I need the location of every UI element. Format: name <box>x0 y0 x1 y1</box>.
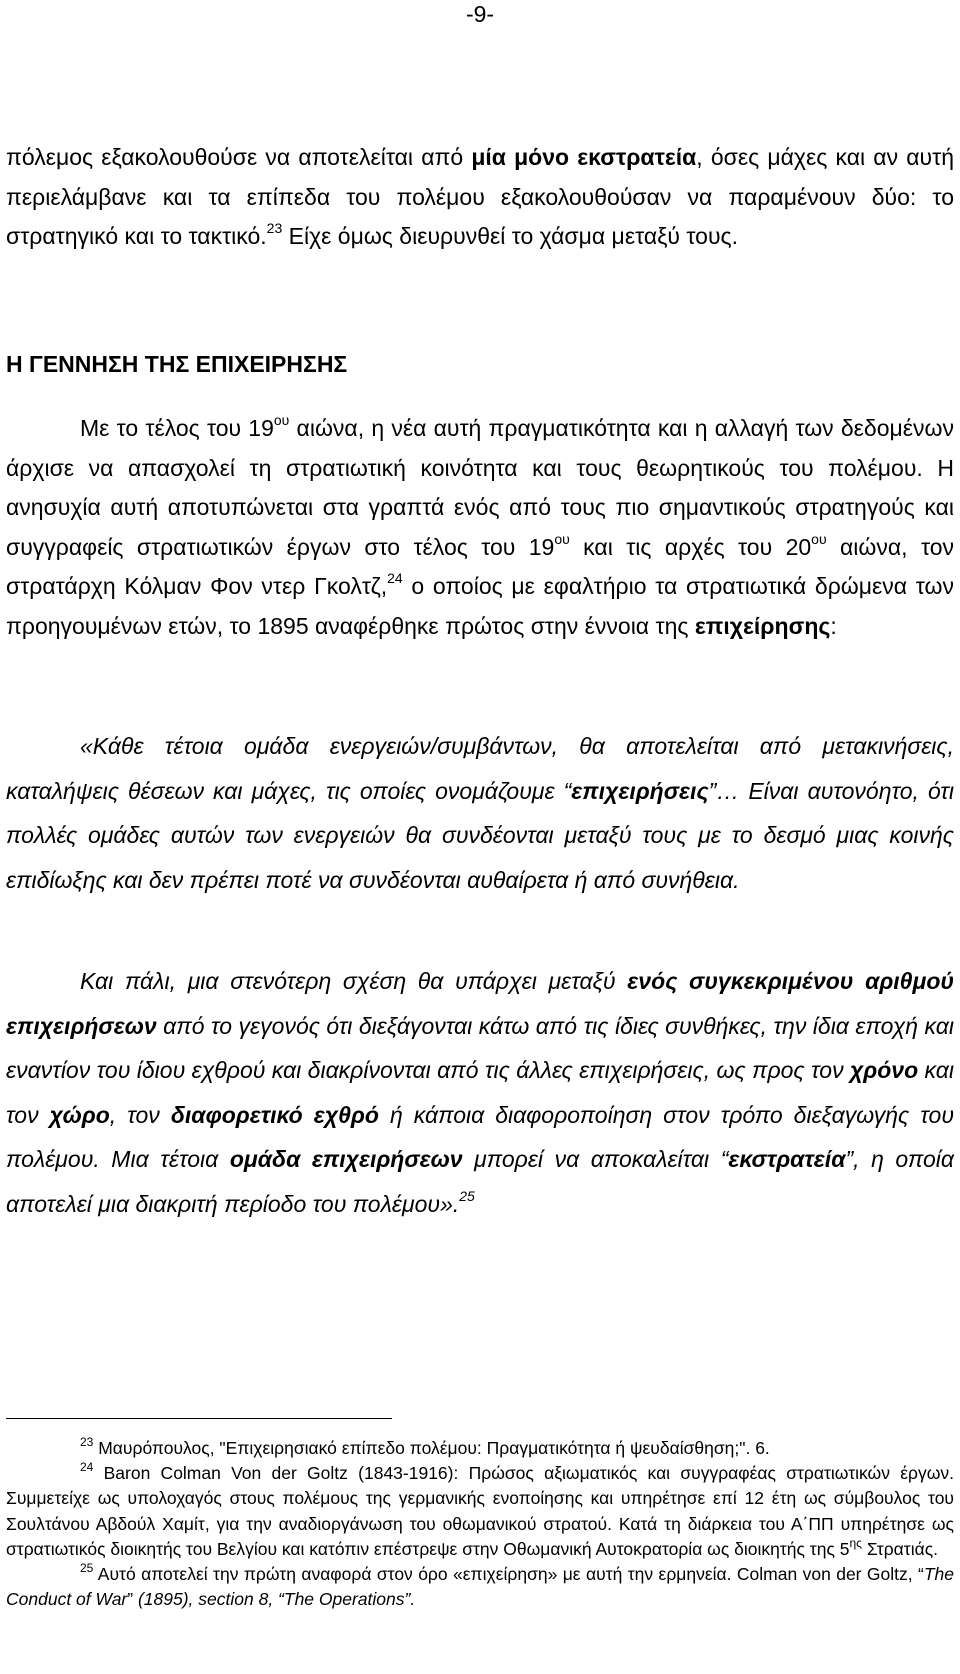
footnote-ref-24[interactable]: 24 <box>387 570 403 586</box>
emphasis-specific-number: ενός συγκεκριμένου αριθμού επιχειρήσεων <box>6 968 954 1039</box>
emphasis-group-of-operations: ομάδα επιχειρήσεων <box>229 1146 463 1172</box>
footnote-24: $^{24}$ Baron Colman Von der Goltz (1843-1916): Πρώσος αξιωματικός και συγγραφέας στρατιωτικών έργων. Συμμετείχε ως υπολοχαγός στους πολέμους της γερμανικής ενοποίησης και υπηρέτησε επί 12 έτη ως σύμβουλος του Σουλτάνου Αβδούλ Χαμίτ, για την αναδιοργάνωση του οθωμανικού στρατού. Κατά τη διάρκεια του Α΄ΠΠ υπηρέτησε ως στρατιωτικός διοικητής του Βελγίου και κατόπιν επέστρεψε στην Οθωμανική Αυτοκρατορία ως διοικητής της $5^{\eta\varsigma}$ Στρατιάς. <box>6 1460 954 1559</box>
quote-campaign-definition: Και πάλι, μια στενότερη σχέση θα υπάρχει μεταξύ ενός συγκεκριμένου αριθμού επιχειρήσεων από το γεγονός ότι διεξάγονται κάτω από τις ίδιες συνθήκες, την ίδια εποχή και εναντίον του ίδιου εχθρού και διακρίνονται από τις άλλες επιχειρήσεις, ως προς τον χρόνο και τον χώρο, τον διαφορετικό εχθρό ή κάποια διαφοροποίηση στον τρόπο διεξαγωγής του πολέμου. Μια τέτοια ομάδα επιχειρήσεων μπορεί να αποκαλείται “εκστρατεία”, η οποία αποτελεί μια διακριτή περίοδο του πολέμου».$^{25}$ <box>6 968 954 1217</box>
emphasis-time: χρόνο <box>850 1057 919 1083</box>
emphasis-single-campaign: μία μόνο εκστρατεία <box>471 144 697 170</box>
page-number: -9- <box>465 1 495 27</box>
footnote-25: $^{25}$ Αυτό αποτελεί την πρώτη αναφορά στον όρο «επιχείρηση» με αυτή την ερμηνεία. Colman von der Goltz, “The Conduct of War” (1895), section 8, “The Operations”. <box>6 1561 954 1610</box>
paragraph-birth-of-operation: Με το τέλος του $19^{o\upsilon}$ αιώνα, η νέα αυτή πραγματικότητα και η αλλαγή των δεδομένων άρχισε να απασχολεί τη στρατιωτική κοινότητα και τους θεωρητικούς του πολέμου. Η ανησυχία αυτή αποτυπώνεται στα γραπτά ενός από τους πιο σημαντικούς στρατηγούς και συγγραφείς στρατιωτικών έργων στο τέλος του $19^{o\upsilon}$ και τις αρχές του $20^{o\upsilon}$ αιώνα, τον στρατάρχη Κόλμαν Φον ντερ Γκολτζ,$^{24}$ ο οποίος με εφαλτήριο τα στρατιωτικά δρώμενα των προηγουμένων ετών, το 1895 αναφέρθηκε πρώτος στην έννοια της επιχείρησης: <box>6 412 954 639</box>
footnote-ref-25[interactable]: 25 <box>459 1187 475 1204</box>
emphasis-operation: επιχείρησης <box>694 612 831 639</box>
quote-operations-definition: «Κάθε τέτοια ομάδα ενεργειών/συμβάντων, θα αποτελείται από μετακινήσεις, καταλήψεις θέσεων και μάχες, τις οποίες ονομάζουμε “επιχειρήσεις”… Είναι αυτονόητο, ότι πολλές ομάδες αυτών των ενεργειών θα συνδέονται μεταξύ τους με το δεσμό μιας κοινής επιδίωξης και δεν πρέπει ποτέ να συνδέονται αυθαίρετα ή από συνήθεια. <box>6 733 954 893</box>
footnote-ref-23[interactable]: 23 <box>266 220 283 236</box>
emphasis-space: χώρο <box>49 1101 110 1128</box>
footnote-separator <box>6 1418 392 1419</box>
footnotes <box>6 1436 954 1612</box>
footnote-23: $^{23}$ Μαυρόπουλος, "Επιχειρησιακό επίπεδο πολέμου: Πραγματικότητα ή ψευδαίσθηση;". 6. <box>80 1435 770 1458</box>
emphasis-operations: επιχειρήσεις <box>571 777 709 804</box>
emphasis-different-enemy: διαφορετικό εχθρό <box>170 1101 379 1128</box>
paragraph-campaign: πόλεμος εξακολουθούσε να αποτελείται από μία μόνο εκστρατεία, όσες μάχες και αν αυτή περιελάμβανε και τα επίπεδα του πολέμου εξακολουθούσαν να παραμένουν δύο: το στρατηγικό και το τακτικό.$^{23}$ Είχε όμως διευρυνθεί το χάσμα μεταξύ τους. <box>6 144 954 249</box>
emphasis-campaign: εκστρατεία <box>728 1146 846 1172</box>
section-heading: Η ΓΕΝΝΗΣΗ ΤΗΣ ΕΠΙΧΕΙΡΗΣΗΣ <box>6 351 348 377</box>
